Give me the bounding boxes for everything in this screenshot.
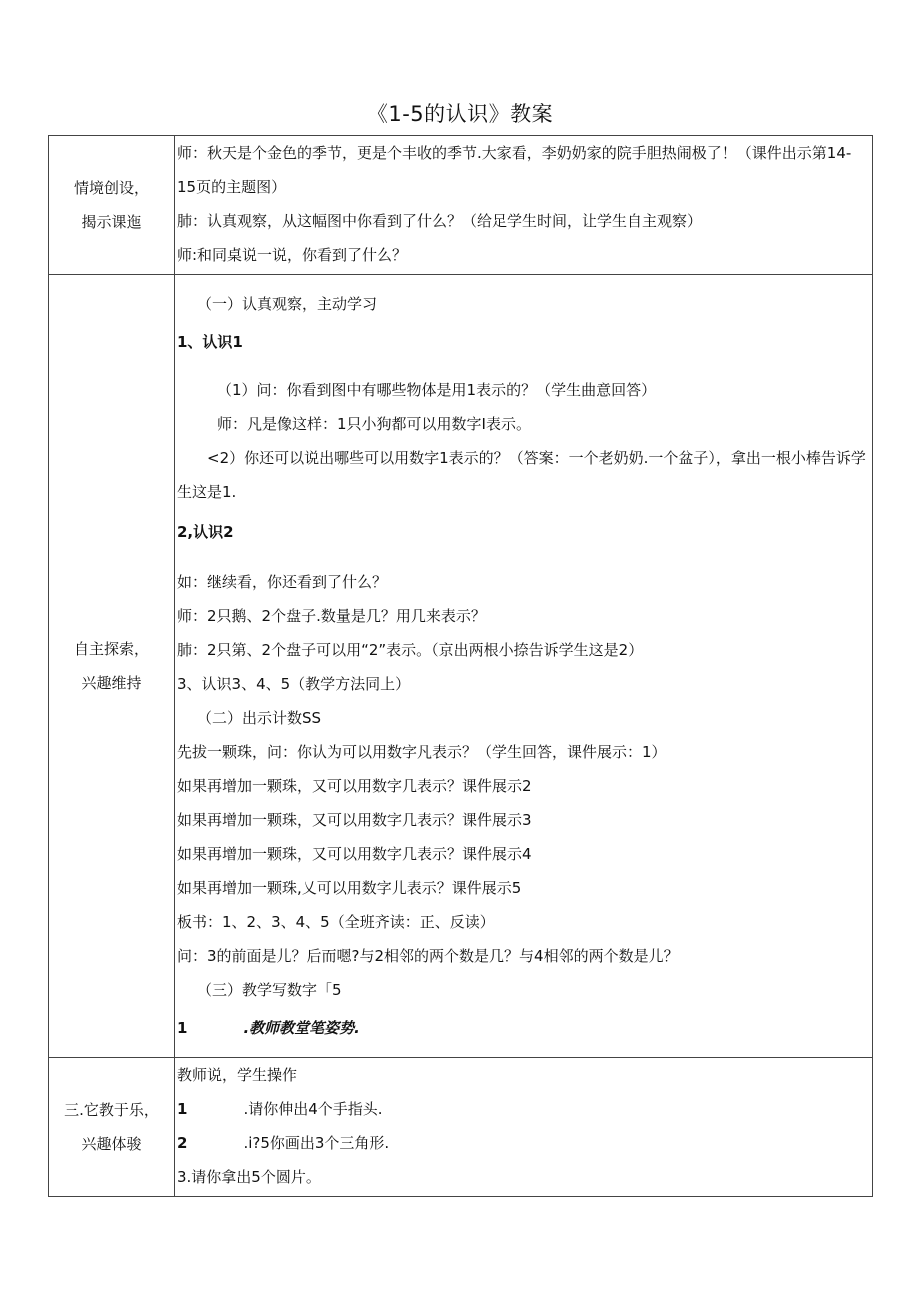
table-row: [49, 136, 873, 275]
content-line: 如：继续看，你还看到了什么？: [177, 573, 388, 591]
content-line: [175, 1011, 872, 1045]
content-line: 师:和同桌说一说，你看到了什么？: [177, 246, 408, 264]
content-line: 板书：1、2、3、4、5（全班齐读：正、反读）: [177, 913, 495, 931]
content-line: 3.请你拿出5个圆片。: [177, 1168, 321, 1186]
section-label-line: 三.它教于乐，: [64, 1101, 159, 1119]
section-content: [175, 136, 873, 275]
content-line: 肺：认真观察，从这幅图中你看到了什么？（给足学生时间，让学生自主观察）: [177, 212, 703, 230]
content-line: 如果再增加一颗珠，又可以用数字几表示？课件展示3: [177, 811, 532, 829]
lesson-plan-table: [48, 135, 873, 1197]
section-label: [49, 136, 175, 275]
section-label-line: 揭示课迤: [81, 213, 142, 231]
list-number: 1: [177, 1019, 188, 1037]
content-line: 教师说，学生操作: [177, 1066, 298, 1084]
content-line: 3、认识3、4、5（教学方法同上）: [177, 675, 411, 693]
content-line: [175, 1126, 872, 1160]
section-label-line: 兴趣体骏: [81, 1135, 142, 1153]
section-label: [49, 1058, 175, 1197]
content-line: 1、认识1: [177, 333, 243, 351]
document-title: 《1-5的认识》教案: [366, 102, 554, 126]
list-number: 2: [177, 1134, 188, 1152]
content-line: （一）认真观察，主动学习: [197, 295, 378, 313]
content-text: .教师教堂笔姿势.: [243, 1019, 360, 1037]
content-line: （三）教学写数字「5: [197, 981, 342, 999]
content-line: 如果再增加一颗珠，又可以用数字几表示？课件展示2: [177, 777, 532, 795]
content-line: <2）你还可以说出哪些可以用数字1表示的？（答案：一个老奶奶.一个盆子），拿出一根小棒告诉学生这是1.: [177, 449, 866, 501]
content-line: 先拔一颗珠，问：你认为可以用数字凡表示？（学生回答，课件展示：1）: [177, 743, 667, 761]
content-line: [175, 1092, 872, 1126]
section-label-line: 情境创设，: [73, 179, 149, 197]
table-row: [49, 275, 873, 1058]
table-row: [49, 1058, 873, 1197]
section-content: [175, 275, 873, 1058]
content-line: 师：秋天是个金色的季节，更是个丰收的季节.大家看，李奶奶家的院手胆热闹极了！（课件出示第14-15页的主题图）: [177, 144, 852, 196]
content-line: 肺：2只第、2个盘子可以用“2”表示。（京出两根小捺告诉学生这是2）: [177, 641, 644, 659]
content-line: 师：凡是像这样：1只小狗都可以用数字I表示。: [217, 415, 531, 433]
section-content: [175, 1058, 873, 1197]
section-label: [49, 275, 175, 1058]
list-number: 1: [177, 1100, 188, 1118]
content-line: 如果再增加一颗珠，又可以用数字几表示？课件展示4: [177, 845, 532, 863]
content-text: .i?5你画出3个三角形.: [243, 1134, 390, 1152]
content-line: 如果再增加一颗珠,乂可以用数字儿表示？课件展示5: [177, 879, 522, 897]
content-line: 师：2只鹅、2个盘子.数量是几？用几来表示？: [177, 607, 486, 625]
content-line: 2,认识2: [177, 523, 234, 541]
section-label-line: 自主探索，: [73, 640, 149, 658]
content-line: （1）问：你看到图中有哪些物体是用1表示的？（学生曲意回答）: [217, 381, 657, 399]
section-label-line: 兴趣维持: [81, 674, 142, 692]
content-line: （二）出示计数SS: [197, 709, 322, 727]
content-line: 问：3的前面是儿？后而嗯?与2相邻的两个数是几？与4相邻的两个数是儿？: [177, 947, 679, 965]
content-text: .请你伸出4个手指头.: [243, 1100, 383, 1118]
